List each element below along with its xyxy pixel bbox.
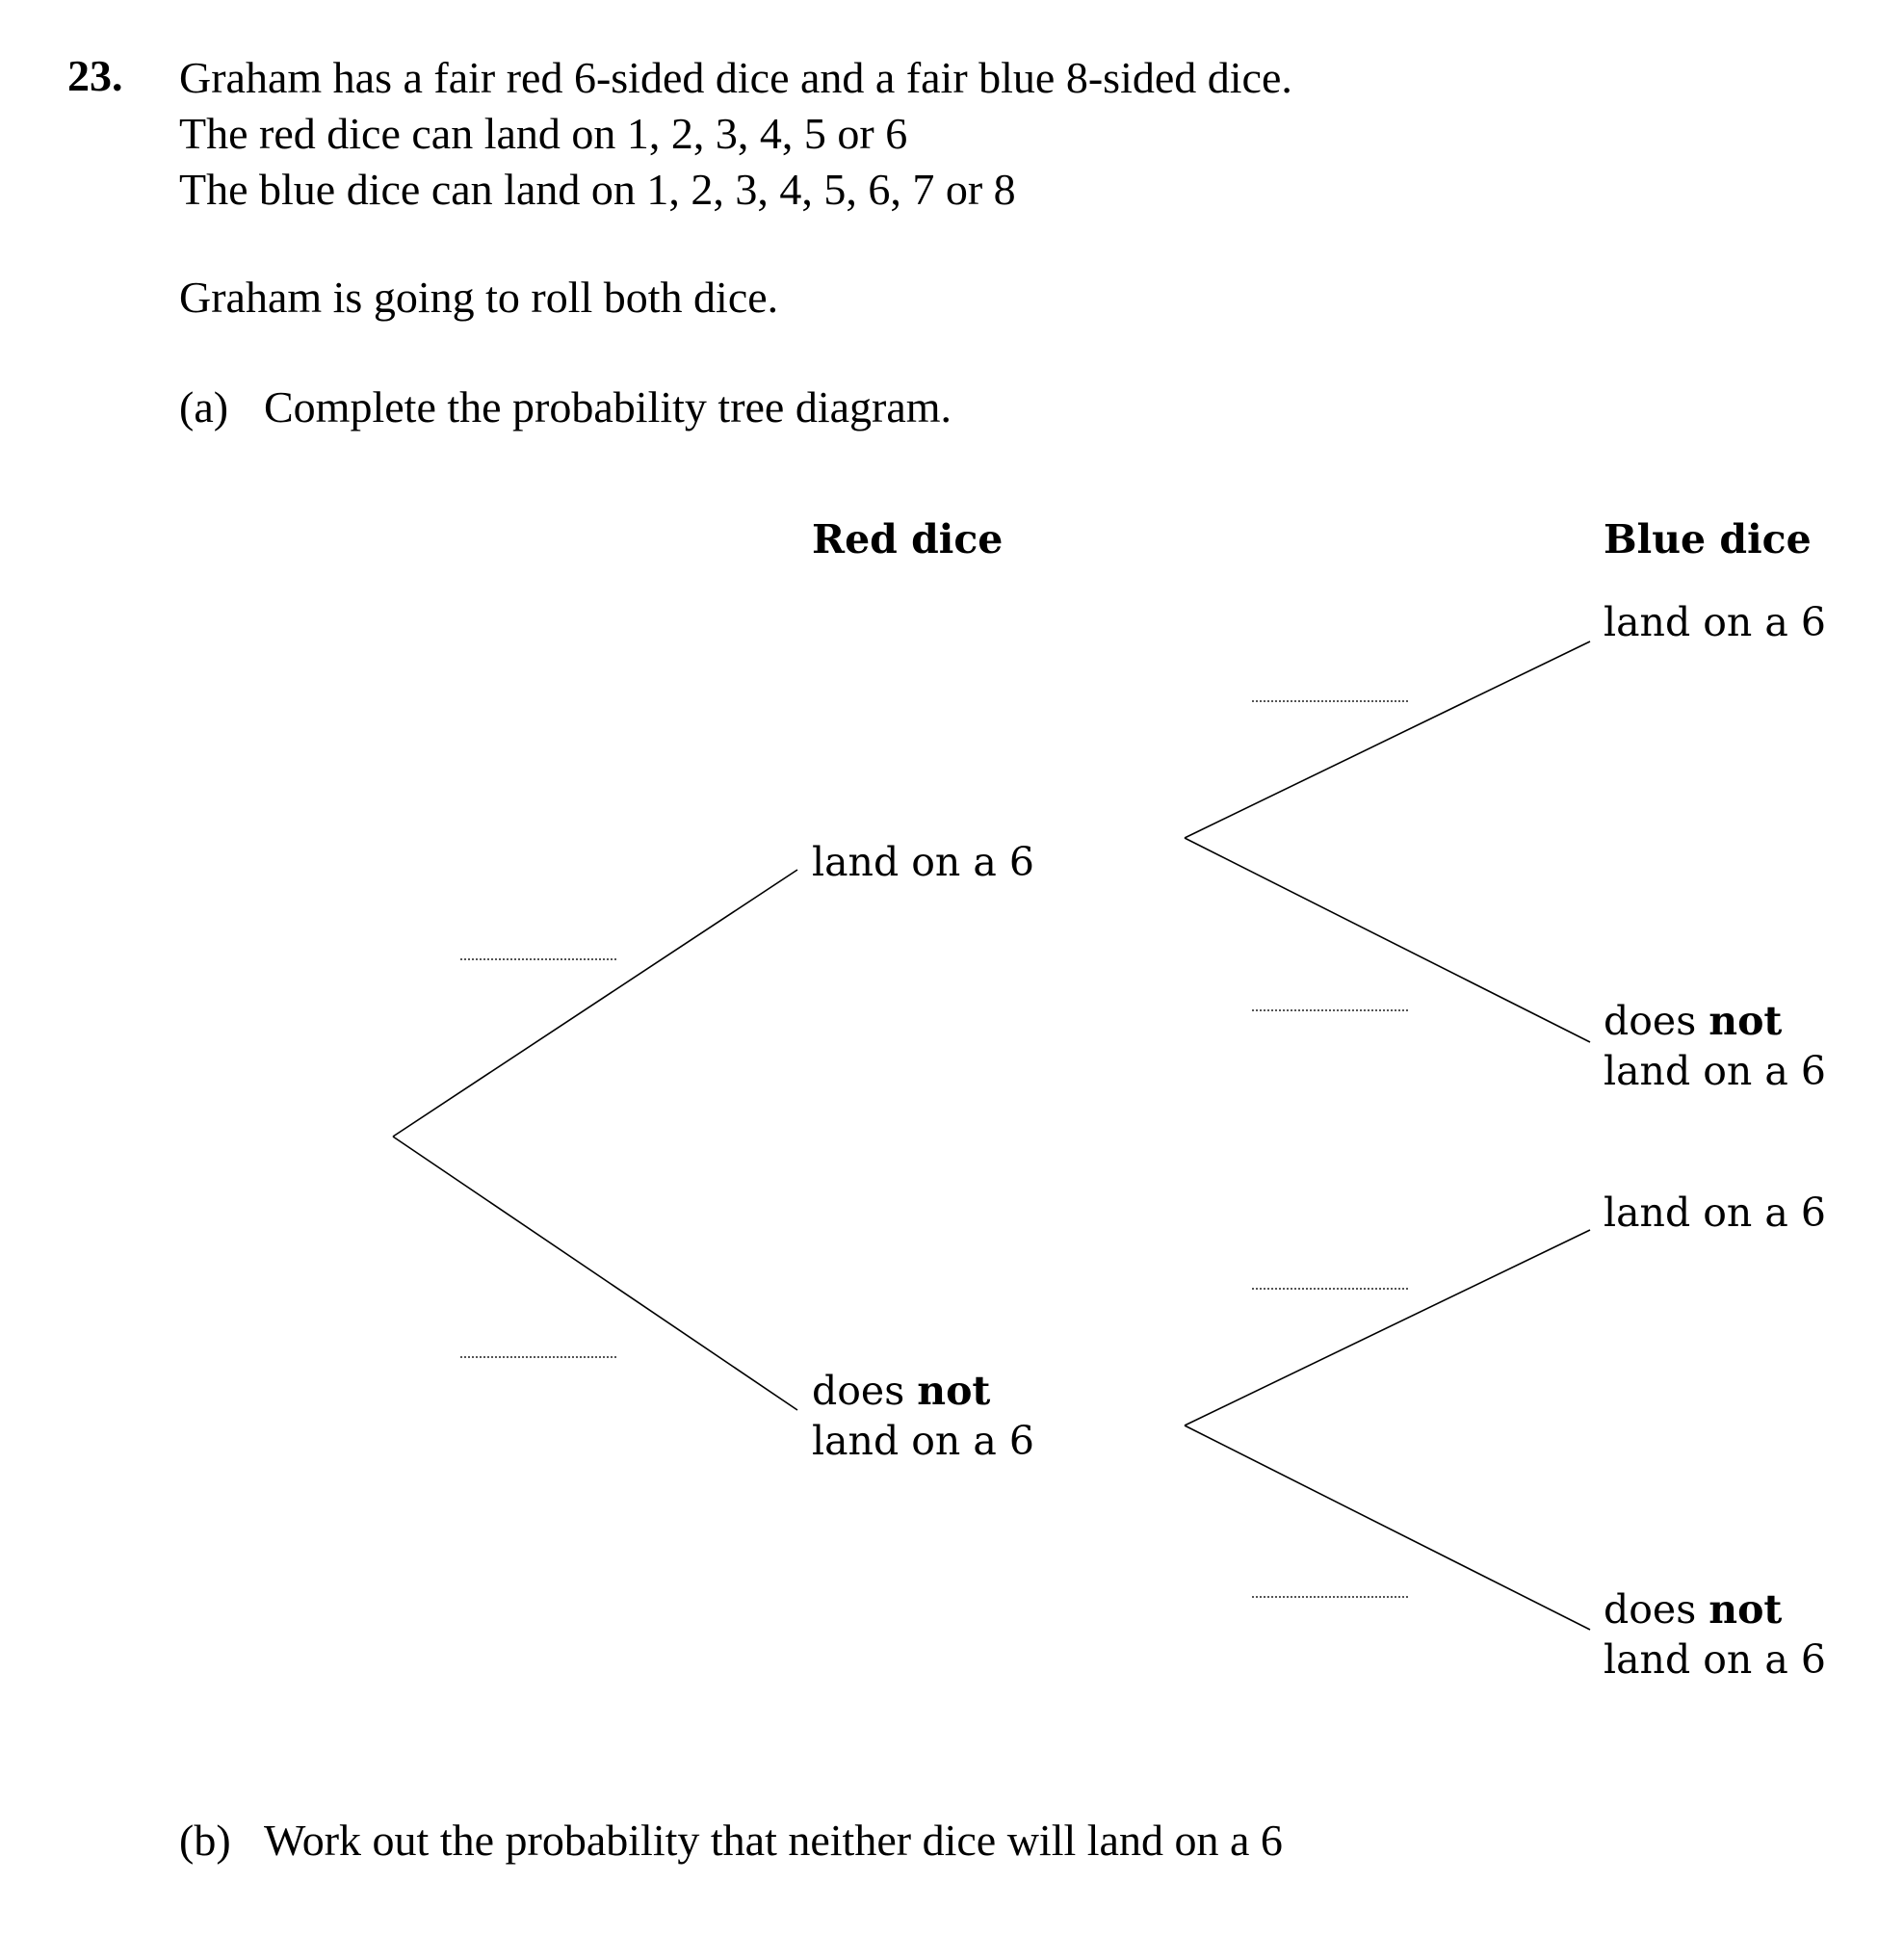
branch-blue-upper-not xyxy=(1185,838,1590,1042)
blue-upper-six-label: land on a 6 xyxy=(1604,599,1826,645)
blue-lower-six-label: land on a 6 xyxy=(1604,1190,1826,1236)
blue-upper-not-six-label xyxy=(1604,996,1826,1096)
answer-blank-blue-upper-six[interactable] xyxy=(1252,700,1408,702)
question-number: 23. xyxy=(67,51,123,100)
intro-line: The blue dice can land on 1, 2, 3, 4, 5, 6, 7 or 8 xyxy=(179,165,1016,214)
answer-blank-blue-lower-six[interactable] xyxy=(1252,1288,1408,1290)
part-b-text: Work out the probability that neither dice will land on a 6 xyxy=(264,1816,1283,1865)
branch-red-six xyxy=(393,870,797,1137)
part-a-label: (a) xyxy=(179,382,229,431)
red-not-six-label xyxy=(812,1366,1034,1466)
branch-blue-lower-not xyxy=(1185,1425,1590,1630)
answer-blank-blue-upper-not[interactable] xyxy=(1252,1009,1408,1011)
part-b xyxy=(179,1815,1283,1866)
red-six-label: land on a 6 xyxy=(812,839,1034,885)
blue-lower-not-six-label xyxy=(1604,1584,1826,1685)
answer-blank-red-not[interactable] xyxy=(460,1356,616,1358)
blue-lower-not-bold: not xyxy=(1708,1586,1783,1633)
red-dice-header: Red dice xyxy=(812,516,1004,562)
red-not-prefix: does xyxy=(812,1368,905,1414)
branch-blue-upper-six xyxy=(1185,641,1590,838)
blue-lower-not-prefix: does xyxy=(1604,1586,1697,1633)
blue-lower-not-line2: land on a 6 xyxy=(1604,1636,1826,1683)
intro-line: The red dice can land on 1, 2, 3, 4, 5 or 6 xyxy=(179,109,908,158)
answer-blank-blue-lower-not[interactable] xyxy=(1252,1596,1408,1598)
red-not-bold: not xyxy=(917,1368,991,1414)
blue-upper-not-line2: land on a 6 xyxy=(1604,1048,1826,1094)
blue-dice-header: Blue dice xyxy=(1604,516,1812,562)
branch-red-not xyxy=(393,1137,797,1410)
red-not-line2: land on a 6 xyxy=(812,1418,1034,1464)
blue-upper-not-prefix: does xyxy=(1604,998,1697,1044)
part-b-label: (b) xyxy=(179,1816,231,1865)
answer-blank-red-six[interactable] xyxy=(460,958,616,960)
branch-blue-lower-six xyxy=(1185,1230,1590,1425)
part-a-text: Complete the probability tree diagram. xyxy=(264,382,952,431)
intro-line: Graham has a fair red 6-sided dice and a fair blue 8-sided dice. xyxy=(179,53,1292,102)
question-statement: Graham is going to roll both dice. xyxy=(179,273,779,322)
blue-upper-not-bold: not xyxy=(1708,998,1783,1044)
